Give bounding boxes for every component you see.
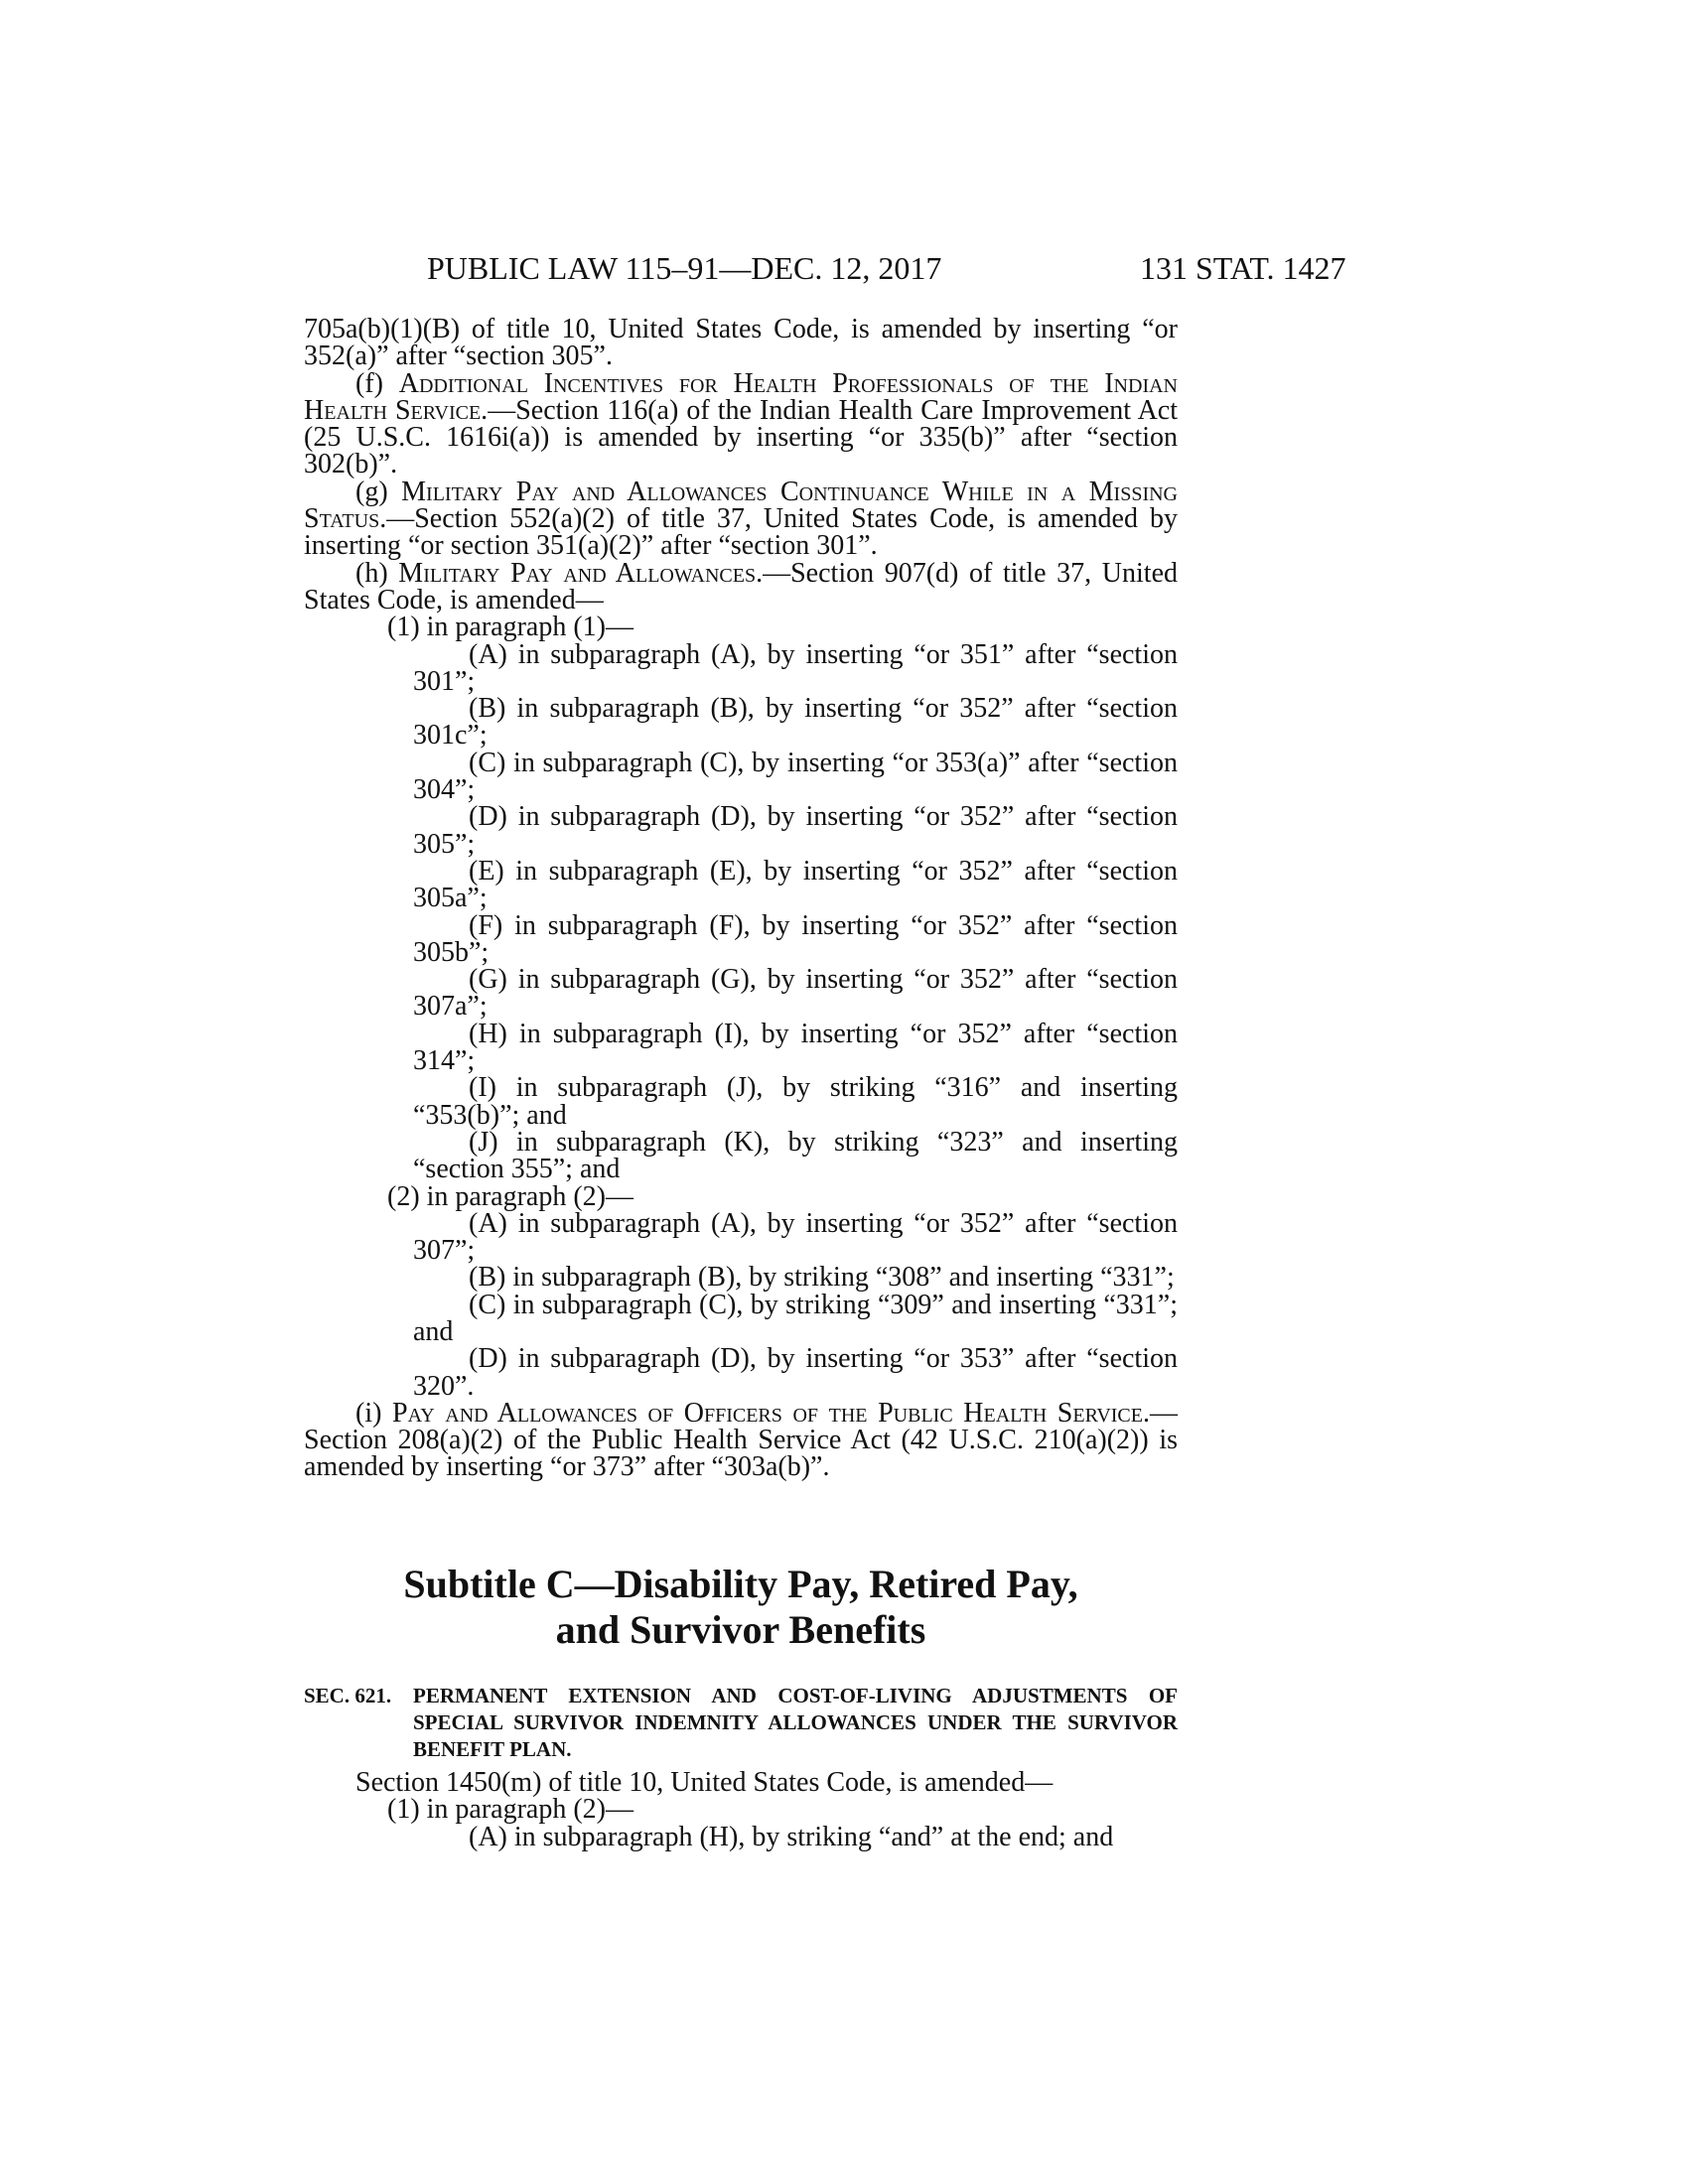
paragraph-g — [304, 478, 1178, 560]
paragraph-i-lead: (i) — [355, 1397, 393, 1429]
paragraph-h-text: —Section 907(d) of title 37, United States Code, is amended— — [304, 557, 1178, 615]
subtitle-line-2: and Survivor Benefits — [555, 1607, 926, 1652]
list-item-subparagraph: (F) in subparagraph (F), by inserting “or 352” after “section 305b”; — [413, 909, 1178, 968]
paragraph-f-heading: Additional Incentives for Health Professionals of the Indian Health Service. — [304, 367, 1178, 426]
list-item-subparagraph: (J) in subparagraph (K), by striking “323” and inserting “section 355”; and — [413, 1126, 1178, 1185]
carryover-paragraph: 705a(b)(1)(B) of title 10, United States Code, is amended by inserting “or 352(a)” after “section 305”. — [304, 314, 1178, 372]
section-title: PERMANENT EXTENSION AND COST-OF-LIVING ADJUSTMENTS OF SPECIAL SURVIVOR INDEMNITY ALLOWANCES UNDER THE SURVIVOR BENEFIT PLAN. — [413, 1684, 1178, 1761]
paragraph-i-heading: Pay and Allowances of Officers of the Public Health Service. — [392, 1397, 1150, 1429]
paragraph-g-lead: (g) — [355, 476, 402, 507]
list-item-subparagraph: (D) in subparagraph (D), by inserting “or 352” after “section 305”; — [413, 801, 1178, 860]
list-item-paragraph-2: (2) in paragraph (2)— — [387, 1180, 634, 1212]
paragraph-i-text: —Section 208(a)(2) of the Public Health Service Act (42 U.S.C. 210(a)(2)) is amended by inserting “or 373” after “303a(b)”. — [304, 1397, 1178, 1483]
subtitle-heading — [304, 1562, 1178, 1653]
paragraph-g-heading: Military Pay and Allowances Continuance While in a Missing Status. — [304, 476, 1179, 535]
section-621-body — [304, 1769, 1178, 1850]
paragraph-i — [304, 1397, 1178, 1483]
list-item-subparagraph: (C) in subparagraph (C), by inserting “or 353(a)” after “section 304”; — [413, 747, 1178, 806]
list-item-subparagraph: (B) in subparagraph (B), by inserting “or 352” after “section 301c”; — [413, 693, 1178, 751]
list-item-subparagraph: (A) in subparagraph (A), by inserting “or 352” after “section 307”; — [413, 1207, 1178, 1267]
list-item-subparagraph: (E) in subparagraph (E), by inserting “or 352” after “section 305a”; — [413, 855, 1178, 914]
paragraph-f-text: —Section 116(a) of the Indian Health Care Improvement Act (25 U.S.C. 1616i(a)) is amended by inserting “or 335(b)” after “section 302(b)”. — [304, 394, 1179, 480]
subtitle-line-1: Subtitle C—Disability Pay, Retired Pay, — [403, 1562, 1078, 1606]
section-number: SEC. 621. — [304, 1684, 392, 1707]
paragraph-h-lead: (h) — [355, 557, 399, 589]
list-item-paragraph-1: (1) in paragraph (1)— — [387, 612, 634, 643]
list-item-subparagraph: (D) in subparagraph (D), by inserting “or 353” after “section 320”. — [413, 1343, 1178, 1402]
section-body-text — [304, 316, 1178, 1481]
section-heading — [304, 1683, 1178, 1763]
paragraph-g-text: —Section 552(a)(2) of title 37, United States Code, is amended by inserting “or section 351(a)(2)” after “section 301”. — [304, 503, 1178, 562]
section-intro: Section 1450(m) of title 10, United States Code, is amended— — [355, 1767, 1054, 1798]
list-item-subparagraph: (A) in subparagraph (H), by striking “and” at the end; and — [469, 1821, 1114, 1852]
list-item-subparagraph: (G) in subparagraph (G), by inserting “or 352” after “section 307a”; — [413, 964, 1178, 1023]
list-item-subparagraph: (C) in subparagraph (C), by striking “309” and inserting “331”; and — [413, 1289, 1178, 1347]
list-item-subparagraph: (A) in subparagraph (A), by inserting “or 351” after “section 301”; — [413, 638, 1178, 697]
paragraph-f-lead: (f) — [355, 367, 399, 399]
list-item-paragraph-1: (1) in paragraph (2)— — [387, 1794, 634, 1826]
list-item-subparagraph: (H) in subparagraph (I), by inserting “or 352” after “section 314”; — [413, 1018, 1178, 1077]
paragraph-f — [304, 367, 1179, 480]
paragraph-h-heading: Military Pay and Allowances. — [398, 557, 764, 589]
list-item-subparagraph: (I) in subparagraph (J), by striking “316” and inserting “353(b)”; and — [413, 1072, 1178, 1131]
statute-page-number: 131 STAT. 1427 — [1140, 250, 1346, 286]
running-head — [0, 248, 1688, 288]
running-head-title: PUBLIC LAW 115–91—DEC. 12, 2017 — [427, 250, 942, 286]
list-item-subparagraph: (B) in subparagraph (B), by striking “308” and inserting “331”; — [469, 1262, 1175, 1294]
paragraph-h — [304, 557, 1178, 615]
